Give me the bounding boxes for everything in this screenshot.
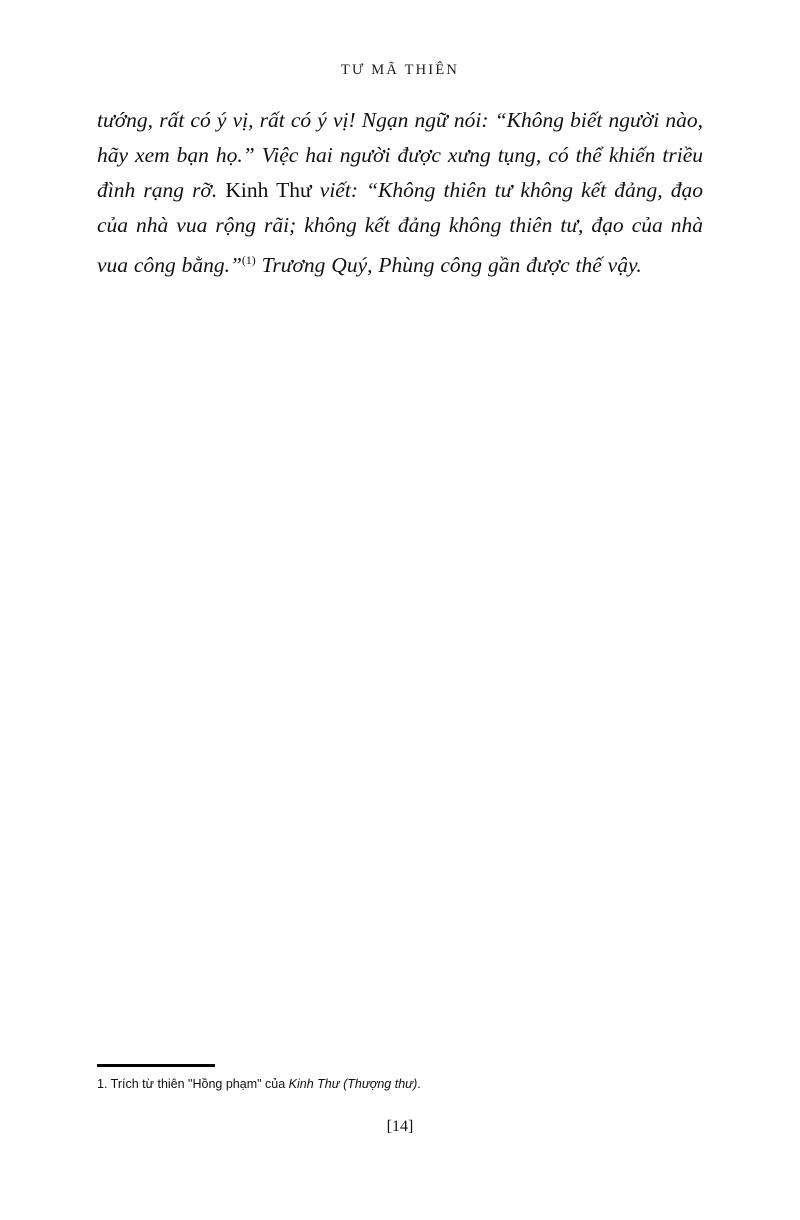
running-head: TƯ MÃ THIÊN — [340, 62, 460, 78]
body-text-block — [97, 103, 703, 283]
paragraph-segment-4: Trương Quý, Phùng công gần được thế vậy. — [255, 253, 642, 278]
book-title-kinh-thu: Kinh Thư — [225, 178, 312, 202]
paragraph-segment-1: tướng, rất có ý vị, rất có ý vị! Ngạn ngữ nói: “Không biết người nào, hãy xem bạn họ.” Việc hai người được xưng tụng, có thể khiến triều đình rạng rỡ. — [97, 108, 703, 202]
footnote-text: 1. Trích từ thiên "Hồng phạm" của — [97, 1077, 289, 1091]
footnote-entry — [97, 1075, 703, 1093]
footnote-reference-marker[interactable]: (1) — [241, 253, 256, 267]
page-number: [14] — [386, 1118, 414, 1135]
paragraph-segment-3: viết: “Không thiên tư không kết đảng, đạo của nhà vua rộng rãi; không kết đảng không thiên tư, đạo của nhà vua công bằng.” — [97, 178, 703, 278]
footnote-trailing-punctuation: . — [417, 1077, 421, 1091]
footnote-separator-rule — [97, 1064, 215, 1067]
paragraph — [97, 103, 703, 283]
footnote-book-title: Kinh Thư (Thượng thư) — [288, 1077, 418, 1091]
